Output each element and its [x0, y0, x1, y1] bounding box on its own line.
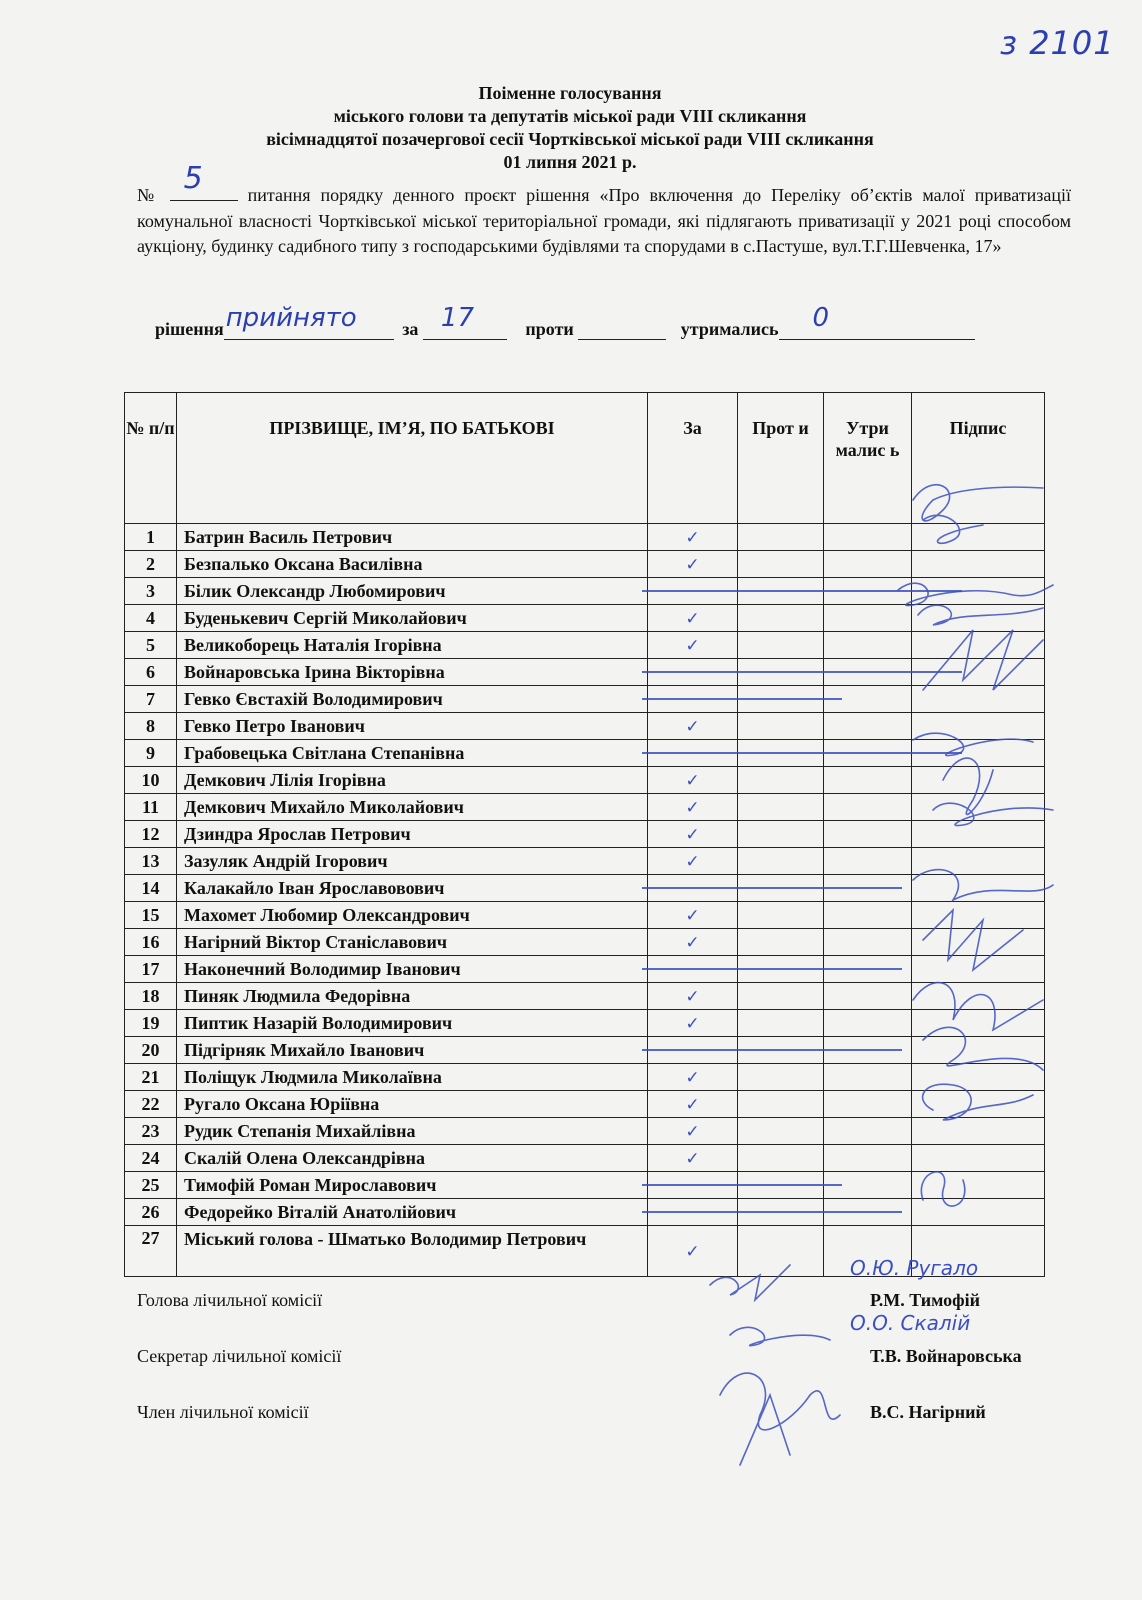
header-against: Прот и — [738, 393, 824, 524]
deputy-name: Гевко Петро Іванович — [177, 713, 648, 740]
header-for: За — [648, 393, 738, 524]
vote-for-cell — [648, 821, 738, 848]
check-mark-icon: ✓ — [685, 716, 700, 737]
row-number: 24 — [125, 1145, 177, 1172]
table-row — [125, 767, 1045, 794]
deputy-name: Зазуляк Андрій Ігорович — [177, 848, 648, 875]
vote-for-cell — [648, 767, 738, 794]
signature-cell — [912, 794, 1045, 821]
deputy-name: Великоборець Наталія Ігорівна — [177, 632, 648, 659]
deputy-name: Пиптик Назарій Володимирович — [177, 1010, 648, 1037]
table-row — [125, 1145, 1045, 1172]
question-number-label: № — [137, 185, 160, 205]
absent-dash-line — [642, 887, 902, 889]
table-row — [125, 1091, 1045, 1118]
signature-cell — [912, 1037, 1045, 1064]
title-line-1: Поіменне голосування — [478, 83, 662, 103]
row-number: 7 — [125, 686, 177, 713]
row-number: 26 — [125, 1199, 177, 1226]
vote-abstained-cell — [824, 1091, 912, 1118]
absent-dash-line — [642, 1211, 902, 1213]
row-number: 2 — [125, 551, 177, 578]
absent-dash-line — [642, 1049, 902, 1051]
deputy-name: Поліщук Людмила Миколаївна — [177, 1064, 648, 1091]
signature-cell — [912, 1172, 1045, 1199]
signature-cell — [912, 632, 1045, 659]
signature-cell — [912, 875, 1045, 902]
deputy-name: Рудик Степанія Михайлівна — [177, 1118, 648, 1145]
signature-cell — [912, 713, 1045, 740]
signature-cell — [912, 929, 1045, 956]
check-mark-icon: ✓ — [685, 770, 700, 791]
check-mark-icon: ✓ — [685, 635, 700, 656]
table-row — [125, 848, 1045, 875]
vote-for-cell — [648, 1118, 738, 1145]
vote-against-cell — [738, 1118, 824, 1145]
vote-against-cell — [738, 713, 824, 740]
row-number: 11 — [125, 794, 177, 821]
vote-against-cell — [738, 1010, 824, 1037]
check-mark-icon: ✓ — [685, 1067, 700, 1088]
signature-cell — [912, 821, 1045, 848]
header-abstained: Утри малис ь — [824, 393, 912, 524]
deputy-name: Білик Олександр Любомирович — [177, 578, 648, 605]
row-number: 21 — [125, 1064, 177, 1091]
check-mark-icon: ✓ — [685, 527, 700, 548]
commission-signature-scribble — [730, 1327, 830, 1345]
check-mark-icon: ✓ — [685, 851, 700, 872]
vote-abstained-cell — [824, 1064, 912, 1091]
decision-blank — [224, 303, 394, 340]
table-row — [125, 875, 1045, 902]
deputy-name: Федорейко Віталій Анатолійович — [177, 1199, 648, 1226]
vote-abstained-cell — [824, 767, 912, 794]
question-text: питання порядку денного проєкт рішення «Про включення до Переліку об’єктів малої приватизації комунальної власності Чортківської міської територіальної громади, які підлягають приватизації у 2021 році способом аукціону, будинку садибного типу з господарськими будівлями та спорудами в с.Пастуше, вул.Т.Г.Шевченка, 17» — [137, 185, 1071, 256]
row-number: 16 — [125, 929, 177, 956]
check-mark-icon: ✓ — [685, 1013, 700, 1034]
deputy-name: Наконечний Володимир Іванович — [177, 956, 648, 983]
signature-cell — [912, 983, 1045, 1010]
table-row — [125, 713, 1045, 740]
vote-for-cell — [648, 1037, 738, 1064]
vote-abstained-cell — [824, 1118, 912, 1145]
against-label: проти — [525, 319, 574, 339]
header-name: ПРІЗВИЩЕ, ІМ’Я, ПО БАТЬКОВІ — [177, 393, 648, 524]
row-number: 22 — [125, 1091, 177, 1118]
title-line-3: вісімнадцятої позачергової сесії Чортківської міської ради VIII скликання — [266, 129, 874, 149]
signature-cell — [912, 1226, 1045, 1277]
absent-dash-line — [642, 752, 962, 754]
vote-against-cell — [738, 767, 824, 794]
vote-abstained-cell — [824, 1145, 912, 1172]
deputy-name: Грабовецька Світлана Степанівна — [177, 740, 648, 767]
table-row — [125, 632, 1045, 659]
check-mark-icon: ✓ — [685, 608, 700, 629]
header-signature: Підпис — [912, 393, 1045, 524]
signature-cell — [912, 1145, 1045, 1172]
signature-cell — [912, 956, 1045, 983]
signature-cell — [912, 1010, 1045, 1037]
row-number: 9 — [125, 740, 177, 767]
deputy-name: Демкович Лілія Ігорівна — [177, 767, 648, 794]
row-number: 25 — [125, 1172, 177, 1199]
decision-label: рішення — [155, 319, 224, 339]
vote-for-cell — [648, 929, 738, 956]
check-mark-icon: ✓ — [685, 824, 700, 845]
check-mark-icon: ✓ — [685, 905, 700, 926]
table-row — [125, 902, 1045, 929]
document-header — [120, 82, 1020, 174]
row-number: 18 — [125, 983, 177, 1010]
table-header-row — [125, 393, 1045, 524]
vote-against-cell — [738, 794, 824, 821]
absent-dash-line — [642, 968, 902, 970]
vote-for-cell — [648, 1091, 738, 1118]
table-row — [125, 740, 1045, 767]
vote-abstained-cell — [824, 821, 912, 848]
vote-against-cell — [738, 1091, 824, 1118]
signature-cell — [912, 1118, 1045, 1145]
vote-rows — [125, 524, 1045, 1277]
deputy-name: Пиняк Людмила Федорівна — [177, 983, 648, 1010]
vote-abstained-cell — [824, 524, 912, 551]
signature-cell — [912, 767, 1045, 794]
check-mark-icon: ✓ — [685, 932, 700, 953]
signature-cell — [912, 605, 1045, 632]
deputy-name: Дзиндра Ярослав Петрович — [177, 821, 648, 848]
signature-cell — [912, 524, 1045, 551]
deputy-name: Буденькевич Сергій Миколайович — [177, 605, 648, 632]
commission-name: Р.М. Тимофій — [870, 1290, 981, 1310]
row-number: 27 — [125, 1226, 177, 1277]
vote-abstained-cell — [824, 929, 912, 956]
deputy-name: Батрин Василь Петрович — [177, 524, 648, 551]
vote-for-cell — [648, 578, 738, 605]
vote-for-cell — [648, 1226, 738, 1277]
signature-cell — [912, 551, 1045, 578]
vote-against-cell — [738, 1145, 824, 1172]
table-row — [125, 578, 1045, 605]
check-mark-icon: ✓ — [685, 1241, 700, 1262]
check-mark-icon: ✓ — [685, 1121, 700, 1142]
commission-row — [137, 1346, 1067, 1376]
vote-for-cell — [648, 1010, 738, 1037]
vote-against-cell — [738, 821, 824, 848]
table-row — [125, 659, 1045, 686]
signature-cell — [912, 902, 1045, 929]
session-date: 01 липня 2021 р. — [503, 152, 637, 172]
header-num: № п/п — [125, 393, 177, 524]
vote-against-cell — [738, 632, 824, 659]
question-number-value: 5 — [183, 161, 203, 196]
vote-for-cell — [648, 794, 738, 821]
vote-against-cell — [738, 1226, 824, 1277]
deputy-name: Гевко Євстахій Володимирович — [177, 686, 648, 713]
vote-abstained-cell — [824, 1010, 912, 1037]
row-number: 5 — [125, 632, 177, 659]
commission-row — [137, 1290, 1067, 1320]
deputy-name: Тимофій Роман Мирославович — [177, 1172, 648, 1199]
vote-for-cell — [648, 686, 738, 713]
row-number: 20 — [125, 1037, 177, 1064]
row-number: 15 — [125, 902, 177, 929]
row-number: 4 — [125, 605, 177, 632]
deputy-name: Калакайло Іван Ярославовович — [177, 875, 648, 902]
absent-dash-line — [642, 1184, 842, 1186]
absent-dash-line — [642, 698, 842, 700]
vote-abstained-cell — [824, 551, 912, 578]
row-number: 12 — [125, 821, 177, 848]
table-row — [125, 1064, 1045, 1091]
signature-cell — [912, 848, 1045, 875]
vote-for-cell — [648, 605, 738, 632]
vote-abstained-cell — [824, 605, 912, 632]
vote-for-cell — [648, 632, 738, 659]
commission-role: Голова лічильної комісії — [137, 1290, 323, 1310]
vote-for-cell — [648, 1199, 738, 1226]
vote-for-cell — [648, 659, 738, 686]
row-number: 3 — [125, 578, 177, 605]
row-number: 19 — [125, 1010, 177, 1037]
table-row — [125, 821, 1045, 848]
vote-for-cell — [648, 983, 738, 1010]
table-row — [125, 956, 1045, 983]
signature-cell — [912, 686, 1045, 713]
vote-against-cell — [738, 848, 824, 875]
row-number: 10 — [125, 767, 177, 794]
deputy-name: Махомет Любомир Олександрович — [177, 902, 648, 929]
vote-abstained-cell — [824, 983, 912, 1010]
row-number: 6 — [125, 659, 177, 686]
vote-for-cell — [648, 740, 738, 767]
table-row — [125, 524, 1045, 551]
vote-against-cell — [738, 1064, 824, 1091]
table-row — [125, 794, 1045, 821]
vote-for-cell — [648, 956, 738, 983]
commission-row — [137, 1402, 1067, 1432]
table-row — [125, 686, 1045, 713]
check-mark-icon: ✓ — [685, 986, 700, 1007]
vote-for-cell — [648, 551, 738, 578]
absent-dash-line — [642, 671, 962, 673]
check-mark-icon: ✓ — [685, 1148, 700, 1169]
deputy-name: Войнаровська Ірина Вікторівна — [177, 659, 648, 686]
deputy-name: Безпалько Оксана Василівна — [177, 551, 648, 578]
vote-abstained-cell — [824, 1226, 912, 1277]
table-row — [125, 1037, 1045, 1064]
vote-abstained-cell — [824, 713, 912, 740]
signature-cell — [912, 1064, 1045, 1091]
vote-for-cell — [648, 902, 738, 929]
row-number: 14 — [125, 875, 177, 902]
deputy-name: Ругало Оксана Юріївна — [177, 1091, 648, 1118]
table-row — [125, 1199, 1045, 1226]
vote-for-cell — [648, 848, 738, 875]
row-number: 23 — [125, 1118, 177, 1145]
vote-against-cell — [738, 902, 824, 929]
deputy-name: Демкович Михайло Миколайович — [177, 794, 648, 821]
vote-for-cell — [648, 875, 738, 902]
decision-value: прийнято — [225, 303, 357, 333]
vote-against-cell — [738, 929, 824, 956]
commission-name: В.С. Нагірний — [870, 1402, 986, 1422]
vote-abstained-cell — [824, 902, 912, 929]
question-number-blank — [170, 161, 238, 201]
row-number: 13 — [125, 848, 177, 875]
row-number: 1 — [125, 524, 177, 551]
against-blank — [578, 315, 666, 340]
vote-against-cell — [738, 524, 824, 551]
commission-role: Секретар лічильної комісії — [137, 1346, 342, 1366]
abstained-value: 0 — [812, 303, 830, 333]
for-label: за — [402, 319, 419, 339]
deputy-name: Скалій Олена Олександрівна — [177, 1145, 648, 1172]
decision-summary — [155, 303, 1055, 340]
deputy-name: Міський голова - Шматько Володимир Петрович — [177, 1226, 648, 1277]
table-row — [125, 929, 1045, 956]
check-mark-icon: ✓ — [685, 1094, 700, 1115]
vote-abstained-cell — [824, 632, 912, 659]
for-value: 17 — [440, 303, 475, 333]
vote-against-cell — [738, 605, 824, 632]
signature-cell — [912, 1091, 1045, 1118]
vote-abstained-cell — [824, 848, 912, 875]
vote-for-cell — [648, 713, 738, 740]
corner-handwritten-note: з 2101 — [1000, 24, 1115, 62]
deputy-name: Підгірняк Михайло Іванович — [177, 1037, 648, 1064]
vote-table — [124, 392, 1045, 1277]
vote-for-cell — [648, 1145, 738, 1172]
check-mark-icon: ✓ — [685, 797, 700, 818]
vote-abstained-cell — [824, 794, 912, 821]
abstained-blank — [779, 303, 975, 340]
table-row — [125, 551, 1045, 578]
abstained-label: утримались — [680, 319, 779, 339]
deputy-name: Нагірний Віктор Станіславович — [177, 929, 648, 956]
table-row — [125, 605, 1045, 632]
table-row — [125, 983, 1045, 1010]
table-row — [125, 1226, 1045, 1277]
vote-for-cell — [648, 524, 738, 551]
table-row — [125, 1010, 1045, 1037]
row-number: 17 — [125, 956, 177, 983]
signature-cell — [912, 1199, 1045, 1226]
title-line-2: міського голови та депутатів міської ради VIII скликання — [333, 106, 807, 126]
vote-against-cell — [738, 551, 824, 578]
row-number: 8 — [125, 713, 177, 740]
handwritten-note-2: О.О. Скалій — [850, 1311, 971, 1335]
vote-for-cell — [648, 1172, 738, 1199]
vote-against-cell — [738, 983, 824, 1010]
vote-for-cell — [648, 1064, 738, 1091]
table-row — [125, 1172, 1045, 1199]
commission-name: Т.В. Войнаровська — [870, 1346, 1022, 1366]
for-blank — [423, 303, 507, 340]
table-row — [125, 1118, 1045, 1145]
handwritten-note-1: О.Ю. Ругало — [850, 1256, 979, 1280]
check-mark-icon: ✓ — [685, 554, 700, 575]
commission-role: Член лічильної комісії — [137, 1402, 309, 1422]
absent-dash-line — [642, 590, 962, 592]
